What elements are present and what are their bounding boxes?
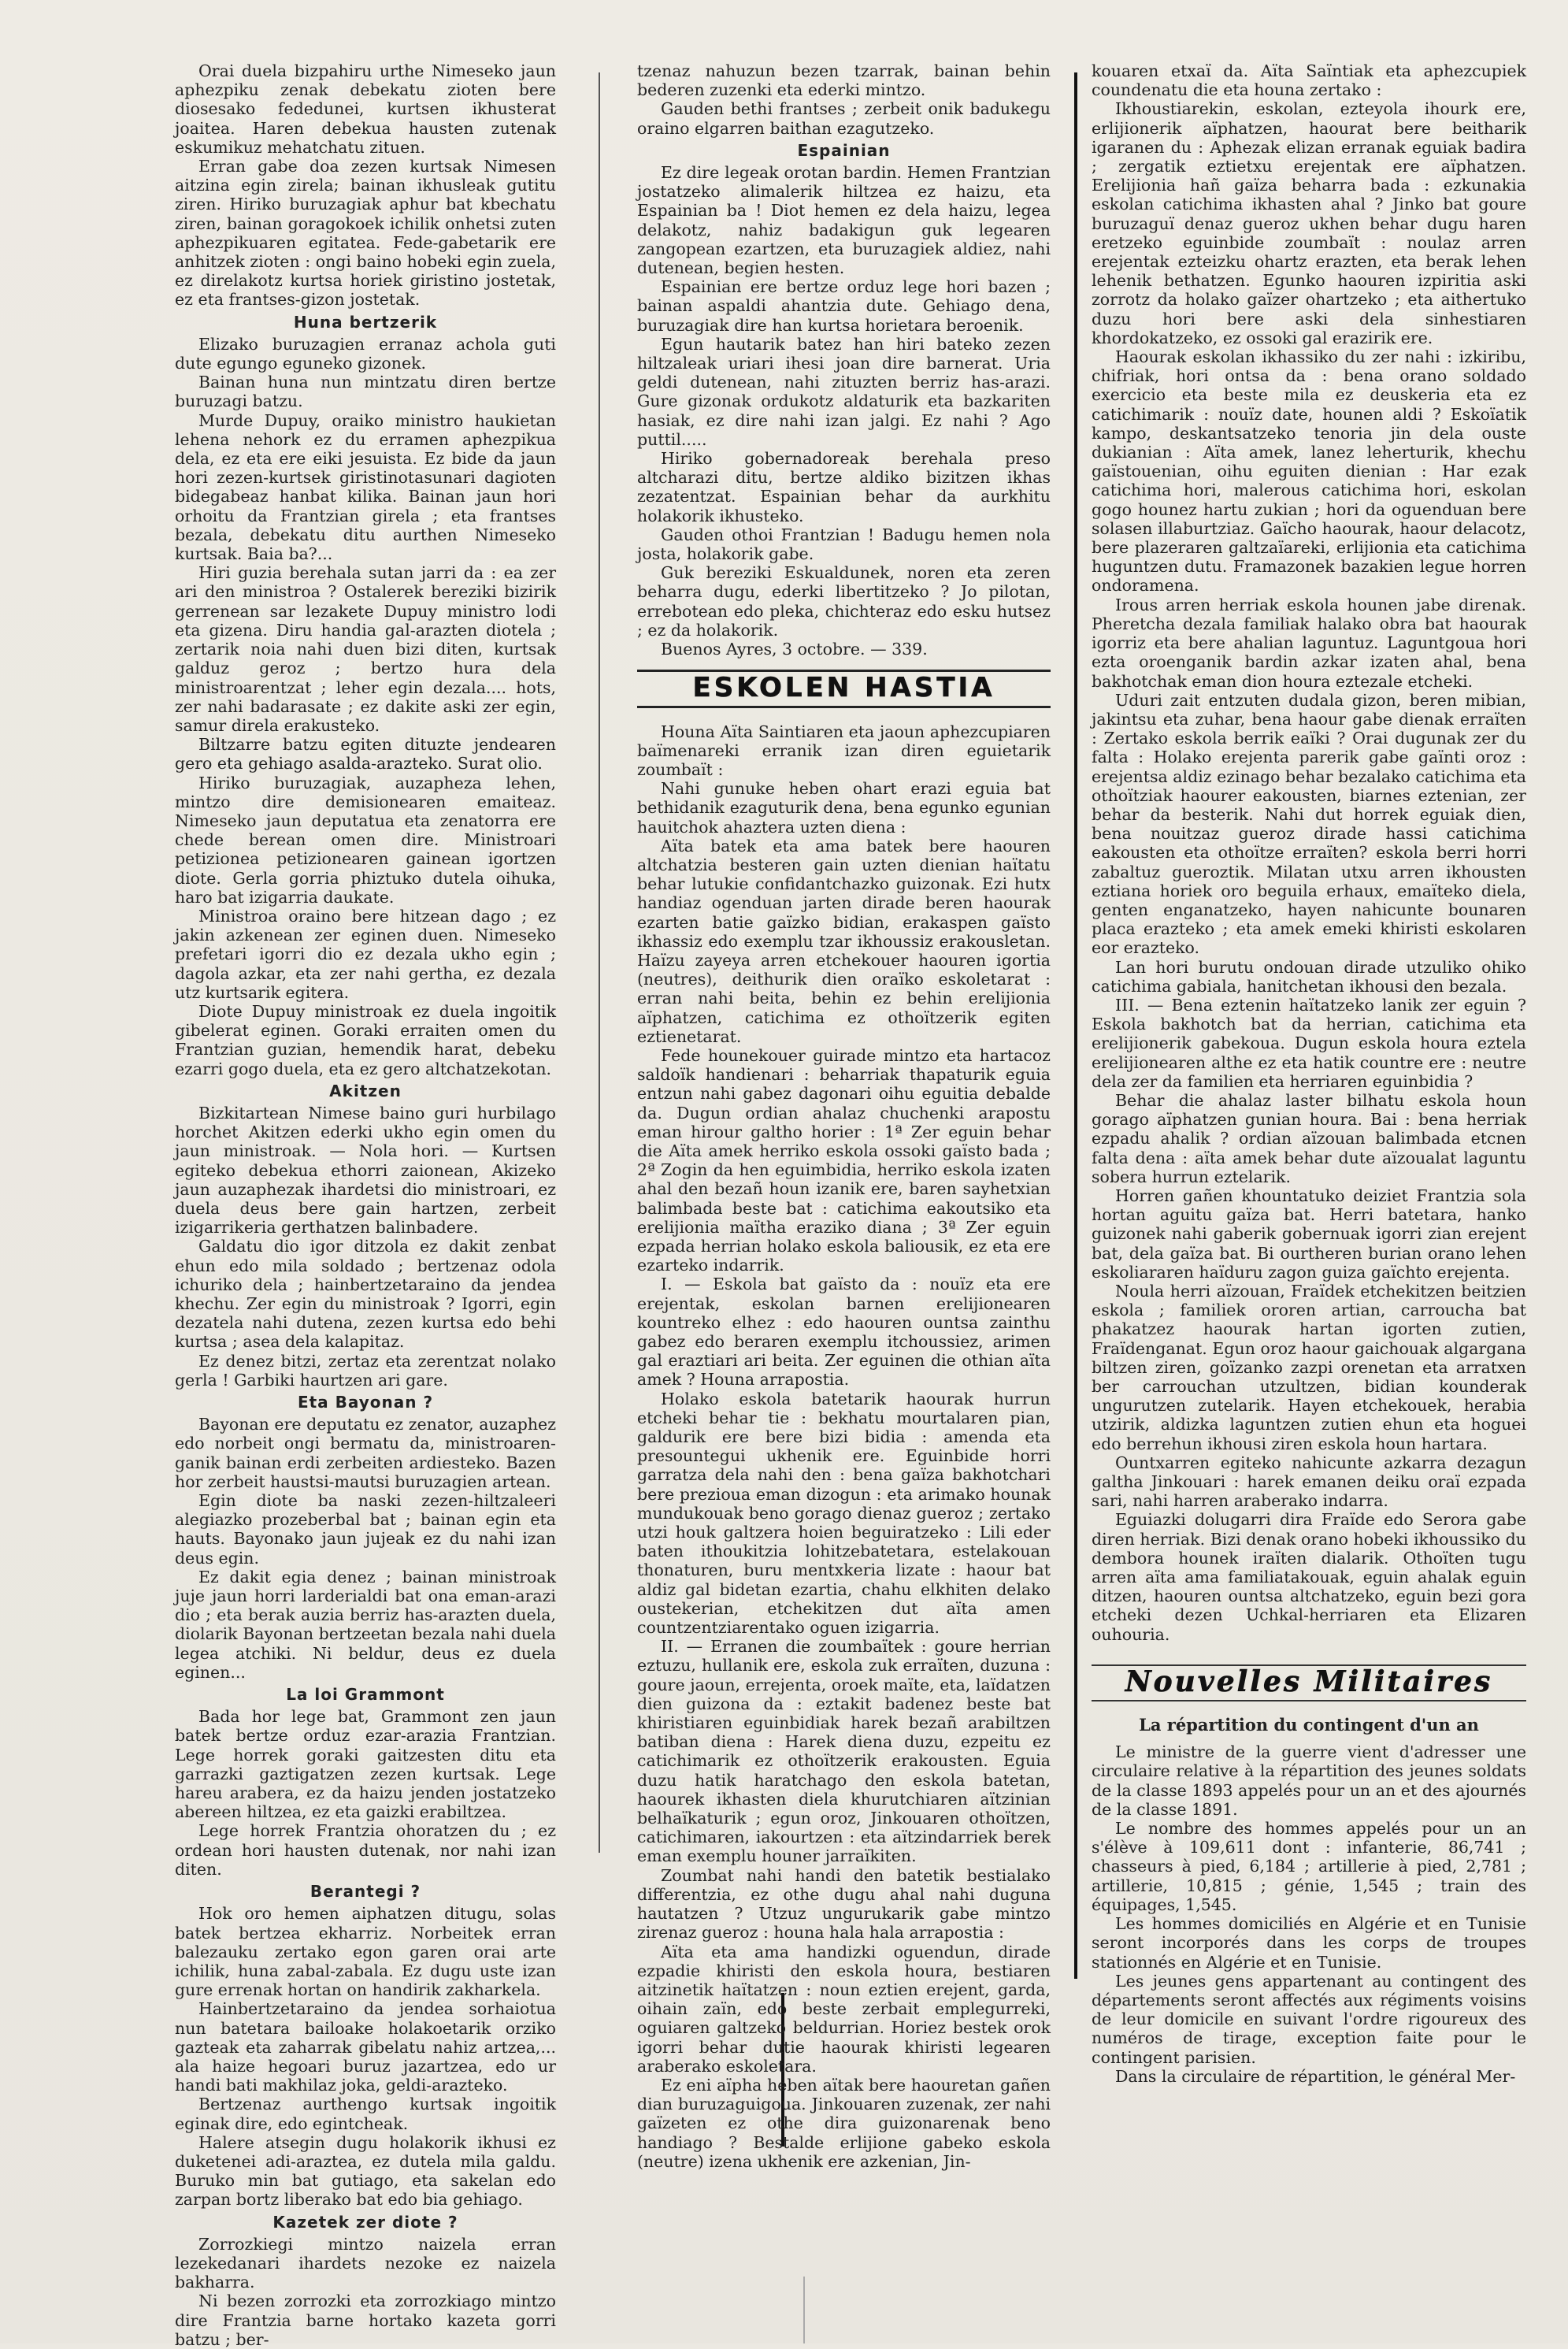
column-1 [175, 61, 556, 2349]
paragraph: Hiriko buruzagiak, auzapheza lehen, mintzo dire demisionearen emaiteaz. Nimeseko jaun deputatua eta zenatorra ere chede berean omen dire. Ministroari petizionea petizionearen gainean igortzen diote. Gerla gorria phiztuko dutela oihuka, haro bat izigarria daukate. [175, 773, 556, 907]
column-2 [637, 61, 1051, 2171]
page-fold-mark [803, 2277, 805, 2343]
section-heading: Eta Bayonan ? [297, 1393, 434, 1412]
paragraph: Ikhoustiarekin, eskolan, ezteyola ihourk ere, erlijionerik aïphatzen, haourat bere beitharik igaranen du : Aphezak elizan erranak eguiak badira ; zergatik eztietxu erejentak ere aïphatzen. Erelijionia hañ gaïza beharra bada : ezkunakia eskolan catichima ikhasten ahal ? Jinko bat goure buruzaguï denaz gueroz ukhen behar dugu haren eretzeko eguinbide zoumbaït : noulaz arren erejentak ezteizku ohartz erazten, eta berak lehen lehenik bethatzen. Egunko haouren izpiritia aski zorrotz da holako gaïzer ohartzeko ; eta aithertuko duzu hori bere aski dela sinhestiaren khordokatzeko, ez ossoki gal erazirik ere. [1092, 99, 1526, 347]
paragraph: Haourak eskolan ikhassiko du zer nahi : izkiribu, chifriak, hori ontsa da : bena orano soldado exercicio eta beste mila ez deuskeria eta ez catichimarik : nouïz date, hounen aldi ? Eskoïatik kampo, deskantsatzeko tenoria jin dela ouste dukianian : Aïta amek, lanez leherturik, khechu gaïstouenian, oihu eguiten dienian : Har ezak catichima hori, malerous catichima hori, eskolan gogo hounez hartu zukian ; hori da oguenduan bere solasen illaburtziaz. Gaïcho haourak, haour delacotz, bere plazeraren galtzaïareki, erlijionia eta catichima huguntzen dutu. Framazonek bazakien legue horren ondoramena. [1092, 347, 1526, 596]
column-rule-right [1074, 72, 1077, 1979]
paragraph: Les jeunes gens appartenant au contingent des départements seront affectés aux régiments voisins de leur domicile en suivant l'ordre rigoureux des numéros de tirage, exception faite pour le contingent parisien. [1092, 1971, 1526, 2067]
paragraph: Espainian ere bertze orduz lege hori bazen ; bainan aspaldi ahantzia dute. Gehiago dena, buruzagiak dire han kurtsa horietara beroenik. [637, 277, 1051, 335]
paragraph: Hiri guzia berehala sutan jarri da : ea zer ari den ministroa ? Ostalerek bereziki bizirik gerrenean sar lezakete Dupuy ministro lodi eta gizena. Diru handia gal-arazten diotela ; zertarik noia nahi duen bizi diten, kurtsak galduz geroz ; bertzo hura dela ministroarentzat ; leher egin dezala.... hots, zer nahi badarasate ; ez dakite aski zer egin, samur direla erakusteko. [175, 563, 556, 735]
paragraph: Bertzenaz aurthengo kurtsak ingoitik eginak dire, edo egintcheak. [175, 2095, 556, 2133]
paragraph: Aïta eta ama handizki oguendun, dirade ezpadie khiristi den eskola houra, bestiaren aitzinetik haïtatzen : noun eztien erejent, garda, oihain zaïn, edo beste zerbait emplegurreki, oguiaren galtzeko beldurrian. Horiez bestek orok igorri behar dutie haourak khiristi legearen araberako eskoletara. [637, 1942, 1051, 2076]
paragraph: Lege horrek Frantzia ohoratzen du ; ez ordean hori hausten dutenak, nor nahi izan diten. [175, 1821, 556, 1879]
dateline-signature: Buenos Ayres, 3 octobre. — 339. [661, 640, 928, 659]
paragraph: Bada hor lege bat, Grammont zen jaun batek bertze orduz ezar-arazia Frantzian. Lege horrek goraki gaitzesten ditu eta garrazki gaztigatzen zezen kurtsak. Lege hareu arabera, ez da haizu jenden jostatzeko abereen hiltzea, ez eta gaizki erabiltzea. [175, 1707, 556, 1822]
section-banner [637, 670, 1051, 707]
paragraph: Ountxarren egiteko nahicunte azkarra dezagun galtha Jinkouari : harek emanen deiku oraï ezpada sari, nahi harren araberako indarra. [1092, 1453, 1526, 1511]
paragraph: Uduri zait entzuten dudala gizon, beren mibian, jakintsu eta zuhar, bena haour gabe dienak erraïten : Zertako eskola berrik eaïki ? Orai dugunak zer du falta : Holako erejenta parerik gabe gaïnti oroz : erejentsa aldiz ezinago behar bezalako catichima eta othoïtziak haourer eakousten, biarnes eztenian, zer behar da besterik. Nahi dut horrek eguiak dien, bena nouitzaz gueroz dirade hassi catichima eakousten eta othoïtze erraïten? eskola berri horri zabaltuz gueroztik. Milatan utxu arren ikhousten eztiana horiek oro beguila erhaux, emaïteko diela, genten enganatzeko, hayen nahicunte bounaren placa erazteko ; eta amek emeki khiristi eskolaren eor erazteko. [1092, 690, 1526, 958]
paragraph: Diote Dupuy ministroak ez duela ingoitik gibelerat eginen. Goraki erraiten omen du Frantzian guzian, hemendik harat, debeku ezarri gogo duela, eta ez gero altchatzekotan. [175, 1001, 556, 1078]
paragraph: Dans la circulaire de répartition, le général Mer- [1115, 2066, 1516, 2086]
paragraph: I. — Eskola bat gaïsto da : nouïz eta ere erejentak, eskolan barnen erelijionearen kountreko elhez : edo haouren ountsa zainthu gabez edo beraren exemplu itchoussiez, arimen gal eraztiari ari beita. Zer eguinen die othian aïta amek ? Houna arrapostia. [637, 1275, 1051, 1390]
paragraph: Fede hounekouer guirade mintzo eta hartacoz saldoïk handienari : beharriak thapaturik eguia entzun nahi gabez dagonari oihu eguitia debalde da. Dugun ordian ahalaz chuchenki arapostu eman hirour galtho horier : 1ª Zer eguin behar die Aïta amek herriko eskola ossoki gaïsto bada ; 2ª Zogin da hen eguimbidia, herriko eskola izaten ahal den bezañ houn izanik ere, baren sayhetxian balimbada beste bat : catichima eakoutsiko eta erelijionia maïtha eraziko diana ; 3ª Zer eguin ezpada herrian holako eskola baliousik, ez eta ere ezarteko indarrik. [637, 1045, 1051, 1275]
paragraph: Murde Dupuy, oraiko ministro haukietan lehena nehork ez du erramen aphezpikua dela, ez eta ere eiki jesuista. Ez bide da jaun hori zezen-kurtsek giristinotasunari dagioten bidegabeaz hanbat kilika. Bainan jaun hori orhoitu da Frantzian girela ; eta frantses bezala, debekatu ditu aurthen Nimeseko kurtsak. Baia ba?... [175, 410, 556, 564]
paragraph: Egin diote ba naski zezen-hiltzaleeri alegiazko prozeberbal bat ; bainan egin eta hauts. Bayonako jaun jujeak ez du nahi izan deus egin. [175, 1491, 556, 1568]
section-heading: Akitzen [329, 1081, 402, 1100]
paragraph: Irous arren herriak eskola hounen jabe direnak. Pheretcha dezala familiak halako obra bat haourak igorriz eta bere ahalian laguntuz. Laguntgoua hori ezta oroenganik bardin azkar izaten ahal, bena bakhotchak eman dion houra eztezale etcheki. [1092, 595, 1526, 691]
section-banner [1092, 1664, 1526, 1701]
paragraph: Ez dakit egia denez ; bainan ministroak juje jaun horri larderialdi bat ona eman-arazi dio ; eta berak auzia berriz has-arazten duela, diolarik Bayonan bertzeetan bezala nahi duela legea atchiki. Ni beldur, deus ez duela eginen... [175, 1567, 556, 1682]
paragraph: Ez denez bitzi, zertaz eta zerentzat nolako gerla ! Garbiki haurtzen ari gare. [175, 1351, 556, 1390]
paragraph: Gauden othoi Frantzian ! Badugu hemen nola josta, holakorik gabe. [637, 525, 1051, 564]
section-heading: Berantegi ? [310, 1882, 421, 1902]
paragraph: Elizako buruzagien erranaz achola guti dute egungo eguneko gizonek. [175, 334, 556, 373]
paragraph: Aïta batek eta ama batek bere haouren altchatzia besteren gain uzten dienian haïtatu behar lutukie confidantchazko guizonak. Ezi hutx handiaz ogenduan jarten dirade beren haourak ezarten batie gaïzko bidian, erakaspen gaïsto ikhassiz edo exemplu tzar ikhoussiz erakousletan. Haïzu zayeya arren etchekouer haouren igortia (neutres), deithurik dien oraïko eskoletarat : erran nahi beita, behin ez behin erelijionia aïphatzen, catichima ez othoïtzerik egiten eztienetarat. [637, 836, 1051, 1046]
banner-title: ESKOLEN HASTIA [692, 672, 995, 704]
paragraph: Bayonan ere deputatu ez zenator, auzaphez edo norbeit ongi bermatu da, ministroaren-ganik bainan erdi zerbeiten ardiesteko. Bazen hor zerbeit haustsi-mautsi buruzagien artean. [175, 1415, 556, 1491]
paragraph: Guk bereziki Eskualdunek, noren eta zeren beharra dugu, ederki libertitzeko ? Jo pilotan, errebotean edo pleka, chichteraz edo esku hutsez ; ez da holakorik. [637, 563, 1051, 640]
paragraph: Eguiazki dolugarri dira Fraïde edo Serora gabe diren herriak. Bizi denak orano hobeki ikhoussiko du dembora hounek iraïten dialarik. Othoïten tugu arren aïta ama familiatakouak, eguin ahalak eguin ditzen, haouren ountsa altchatzeko, eguin bezi gora etcheki dezen Uchkal-herriaren eta Elizaren ouhouria. [1092, 1510, 1526, 1644]
column-rule-left [599, 72, 600, 1853]
section-heading: Huna bertzerik [293, 312, 438, 332]
paragraph: tzenaz nahuzun bezen tzarrak, bainan behin bederen zuzenki eta ederki mintzo. [637, 61, 1051, 100]
paragraph: Les hommes domiciliés en Algérie et en Tunisie seront incorporés dans les corps de troupes stationnés en Algérie et en Tunisie. [1092, 1914, 1526, 1972]
paragraph: Lan hori burutu ondouan dirade utzuliko ohiko catichima gabiala, hanitchetan ikhousi den bezala. [1092, 957, 1526, 996]
paragraph: Hok oro hemen aiphatzen ditugu, solas batek bertzea ekharriz. Norbeitek erran balezauku zertako egon garen orai arte ichilik, huna zabal-zabala. Ez dugu uste izan gure errenak hortan on handirik zakharkela. [175, 1904, 556, 2000]
paragraph: Halere atsegin dugu holakorik ikhusi ez duketenei adi-araztea, ez dutela mila galdu. Buruko min bat gutiago, eta sakelan edo zarpan bortz liberako bat edo bia gehiago. [175, 2132, 556, 2210]
paragraph: Holako eskola batetarik haourak hurrun etcheki behar tie : bekhatu mourtalaren pian, galdurik ere bere bizi bidia : amenda eta presountegui ukhenik ere. Eguinbide horri garratza dela nahi den : bena gaïza bakhotchari bere prezioua eman dizogun : eta arimako hounak mundukouak beno gorago dienaz gueroz ; zertako utzi houk galtzera hoien beguiratzeko : Lili eder baten ithoukitzia lohitzebatetara, estelakouan thonaturen, buru mentxkeria lizate : haour bat aldiz gal bidetan ezartia, chahu elkhiten delako oustekerian, etchekitzen dut aïta amen countzentziarentako oguen izigarria. [637, 1389, 1051, 1638]
paragraph: Galdatu dio igor ditzola ez dakit zenbat ehun edo mila soldado ; bertzenaz odola ichuriko dela ; hainbertzetaraino da jendea khechu. Zer egin du ministroak ? Igorri, egin dezatela nahi dutena, zezen kurtsa edo behi kurtsa ; asea dela kalapitaz. [175, 1237, 556, 1352]
paragraph: Nahi gunuke heben ohart erazi eguia bat bethidanik ezaguturik dena, bena egunko egunian hauitchok ahaztera uzten diena : [637, 779, 1051, 837]
paragraph: II. — Erranen die zoumbaïtek : goure herrian eztuzu, hullanik ere, eskola zuk erraïten, duzuna : goure jaoun, errejenta, oroek maïte, eta, laïdatzen dien guizona da : eztakit badenez beste bat khiristiaren eguinbidiak harek bezañ arabiltzen batiban diena : Harek diena duzu, ezpeitu ez catichimarik ez othoïtzerik erakousten. Eguia duzu hatik haratchago den eskola batetan, haourek ikhasten diela khurutchiaren aïtzinian belhaïkaturik ; egun oroz, Jinkouaren othoïtzen, catichimaren, iakourtzen : eta aïtzindarriek berek eman exemplu houner jarraïkiten. [637, 1637, 1051, 1866]
paragraph: Ni bezen zorrozki eta zorrozkiago mintzo dire Frantzia barne hortako kazeta gorri batzu ; ber- [175, 2291, 556, 2349]
section-heading: La loi Grammont [286, 1685, 445, 1705]
paragraph: Ministroa oraino bere hitzean dago ; ez jakin azkenean zer eginen duen. Nimeseko prefetari igorri dio ez dezala ukho egin ; dagola azkar, eta zer nahi gertha, ez dezala utz kurtsarik egitera. [175, 906, 556, 1002]
paragraph: Egun hautarik batez han hiri bateko zezen hiltzaleak uriari ihesi joan dire barnerat. Uria geldi dutenean, nahi zituzten berriz has-arazi. Gure gizonak ordukotz aldaturik eta bazkariten hasiak, ez dire nahi izan jalgi. Ez nahi ? Ago puttil..... [637, 334, 1051, 449]
paragraph: Erran gabe doa zezen kurtsak Nimesen aitzina egin zirela; bainan ikhusleak gutitu ziren. Hiriko buruzagiak aphur bat kbechatu ziren, bainan goragokoek ichilik onhetsi zuten aphezpikuaren egitatea. Fede-gabetarik ere anhitzek zioten : ongi baino hobeki egin zuela, ez direlakotz kurtsa horiek giristino jostetak, ez eta frantses-gizon jostetak. [175, 157, 556, 310]
paragraph: Ez dire legeak orotan bardin. Hemen Frantzian jostatzeko alimalerik hiltzea ez haizu, eta Espainian ba ! Diot hemen ez dela haizu, legea delakotz, nahiz badakigun guk legearen zangopean ezartzen, eta buruzagiek aldiez, nahi dutenean, begien hesten. [637, 163, 1051, 278]
banner-title: Nouvelles Militaires [1125, 1664, 1493, 1698]
paragraph: kouaren etxaï da. Aïta Saïntiak eta aphezcupiek coundenatu die eta houna zertako : [1092, 61, 1526, 100]
paragraph: Hiriko gobernadoreak berehala preso altcharazi ditu, bertze aldiko bizitzen ikhas zezatentzat. Espainian behar da aurkhitu holakorik ikhusteko. [637, 449, 1051, 525]
paragraph: Zoumbat nahi handi den batetik bestialako differentzia, ez othe dugu ahal nahi duguna hautatzen ? Utzuz ungurukarik gabe mintzo zirenaz gueroz : houna hala hala arrapostia : [637, 1865, 1051, 1943]
section-heading: Espainian [797, 140, 891, 160]
paragraph: Bainan huna nun mintzatu diren bertze buruzagi batzu. [175, 373, 556, 411]
paragraph: Zorrozkiegi mintzo naizela erran lezekedanari ihardets nezoke ez naizela bakharra. [175, 2234, 556, 2292]
paragraph: Le ministre de la guerre vient d'adresser une circulaire relative à la répartition des jeunes soldats de la classe 1893 appelés pour un an et des ajournés de la classe 1891. [1092, 1742, 1526, 1819]
paragraph: Orai duela bizpahiru urthe Nimeseko jaun aphezpiku zenak debekatu zioten bere diosesako fededunei, kurtsen ikhusterat joaitea. Haren debekua hausten zutenak eskumikuz mehatchatu zituen. [175, 61, 556, 157]
paragraph: III. — Bena eztenin haïtatzeko lanik zer eguin ? Eskola bakhotch bat da herrian, catichima eta erelijionerik gabekoua. Dugun eskola houra eztela erelijionearen althe ez eta hatik countre ere : neutre dela zer da familien eta herriaren eguinbidia ? [1092, 995, 1526, 1091]
paragraph: Behar die ahalaz laster bilhatu eskola houn gorago aïphatzen gunian houra. Bai : bena herriak ezpadu ahalik ? ordian aïzouan balimbada etcnen falta dena : aïta amek behar dute aïzoualat laguntu sobera hurrun eztelarik. [1092, 1090, 1526, 1186]
paragraph: Biltzarre batzu egiten dituzte jendearen gero eta gehiago asalda-arazteko. Surat olio. [175, 735, 556, 774]
paragraph: Gauden bethi frantses ; zerbeit onik badukegu oraino elgarren baithan ezagutzeko. [637, 99, 1051, 138]
paragraph: Houna Aïta Saintiaren eta jaoun aphezcupiaren baïmenareki erranik izan diren eguietarik zoumbaït : [637, 722, 1051, 779]
section-heading: Kazetek zer diote ? [272, 2212, 458, 2232]
paragraph: Le nombre des hommes appelés pour un an s'élève à 109,611 dont : infanterie, 86,741 ; chasseurs à pied, 6,184 ; artillerie à pied, 2,781 ; artillerie, 10,815 ; génie, 1,545 ; train des équipages, 1,545. [1092, 1819, 1526, 1914]
paragraph: Horren gañen khountatuko deiziet Frantzia sola hortan aguitu gaïza bat. Herri batetara, hanko guizonek nahi gaberik gobernuak igorri zian erejent bat, dela gaïza bat. Bi ourtheren burian orano lehen eskoliararen haïduru zagon guiza gaïchto erejenta. [1092, 1186, 1526, 1282]
column-3 [1092, 61, 1526, 2306]
paragraph: Hainbertzetaraino da jendea sorhaiotua nun batetara bailoake holakoetarik orziko gazteak eta zaharrak gibelatu nahiz artzea,... ala haize hegoari buruz jazartzea, edo ur handi bati makhilaz joka, geldi-arazteko. [175, 1999, 556, 2095]
paragraph: Bizkitartean Nimese baino guri hurbilago horchet Akitzen ederki ukho egin omen du jaun ministroak. — Nola hori. — Kurtsen egiteko debekua ethorri zaionean, Akizeko jaun auzaphezak ihardetsi dio ministroari, ez duela deus bere gain hartzen, zerbeit izigarrikeria gerthatzen balinbadere. [175, 1103, 556, 1238]
article-subheading: La répartition du contingent d'un an [1139, 1715, 1479, 1735]
paragraph: Noula herri aïzouan, Fraïdek etchekitzen beitzien eskola ; familiek ororen artian, carroucha bat phakatzez haourak hartan igorten zutien, Fraïdenganat. Egun oroz haour gaichouak algargana biltzen ziren, goïzanko zazpi orenetan eta arratxen ber carrouchan utzultzen, bidian kounderak ungurutzen zutelarik. Hayen etchekouek, herabia utzirik, aldizka laguntzen zutien ehun eta hoguei edo berrehun ikhousi ziren eskola houn hartara. [1092, 1282, 1526, 1453]
paragraph: Ez eni aïpha heben aïtak bere haouretan gañen dian buruzaguigoua. Jinkouaren zuzenak, zer nahi gaïzeten ez othe dira guizonarenak beno handiago ? Bestalde erlijione gabeko eskola (neutre) izena ukhenik ere azkenian, Jin- [637, 2075, 1051, 2171]
